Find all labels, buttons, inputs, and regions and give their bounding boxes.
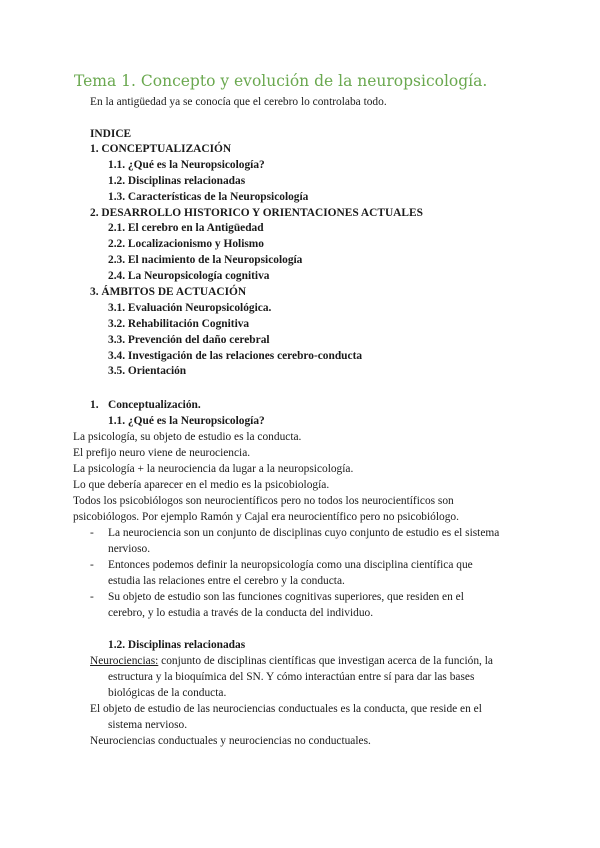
bullet-item xyxy=(90,590,499,622)
section-1-1-body xyxy=(73,430,459,525)
index-heading: INDICE xyxy=(90,128,132,140)
bullet-line: Entonces podemos definir la neuropsicología como una disciplina científica que xyxy=(108,558,473,571)
section-1-number: 1. xyxy=(90,399,99,411)
toc-item: 1.1. ¿Qué es la Neuropsicología? xyxy=(108,158,265,171)
document-title: Tema 1. Concepto y evolución de la neuropsicología. xyxy=(74,72,488,90)
toc-item: 2.4. La Neuropsicología cognitiva xyxy=(108,270,270,283)
body-line: La psicología + la neurociencia da lugar a la neuropsicología. xyxy=(73,462,354,475)
bullet-dash: - xyxy=(90,527,94,539)
body-line: psicobiólogos. Por ejemplo Ramón y Cajal era neurocientífico pero no psicobiólogo. xyxy=(73,510,459,523)
paragraph-line: El objeto de estudio de las neurociencias conductuales es la conducta, que reside en el xyxy=(90,703,482,715)
toc-item: 3.3. Prevención del daño cerebral xyxy=(108,333,270,346)
definition-text: conjunto de disciplinas científicas que investigan acerca de la función, la xyxy=(158,655,493,667)
neurociencias-definition xyxy=(90,654,493,702)
toc-item: 3.5. Orientación xyxy=(108,365,187,378)
definition-line xyxy=(90,654,493,670)
last-line: Neurociencias conductuales y neurociencias no conductuales. xyxy=(90,735,371,747)
toc-item: 3.2. Rehabilitación Cognitiva xyxy=(108,317,250,330)
table-of-contents xyxy=(90,142,423,380)
bullet-line: La neurociencia son un conjunto de disciplinas cuyo conjunto de estudio es el sistema xyxy=(108,527,500,539)
definition-line: estructura y la bioquímica del SN. Y cómo interactúan entre sí para dar las bases xyxy=(108,670,475,683)
section-1-1-heading: 1.1. ¿Qué es la Neuropsicología? xyxy=(108,415,265,427)
toc-item: 3. ÁMBITOS DE ACTUACIÓN xyxy=(90,286,247,299)
intro-text: En la antigüedad ya se conocía que el cerebro lo controlaba todo. xyxy=(90,96,387,108)
object-paragraph xyxy=(90,702,482,734)
bullet-line: cerebro, y lo estudia a través de la conducta del individuo. xyxy=(108,606,374,619)
bullet-line: Su objeto de estudio son las funciones cognitivas superiores, que residen en el xyxy=(108,590,464,603)
body-line: El prefijo neuro viene de neurociencia. xyxy=(73,446,251,459)
bullet-dash: - xyxy=(90,558,94,571)
toc-item: 2.3. El nacimiento de la Neuropsicología xyxy=(108,254,303,267)
neurociencias-term: Neurociencias: xyxy=(90,655,159,667)
bullet-item xyxy=(90,558,499,590)
toc-item: 1.3. Características de la Neuropsicología xyxy=(108,190,309,203)
toc-item: 3.4. Investigación de las relaciones cerebro-conducta xyxy=(108,349,363,362)
bullet-line: estudia las relaciones entre el cerebro y la conducta. xyxy=(108,574,345,587)
toc-item: 3.1. Evaluación Neuropsicológica. xyxy=(108,301,272,314)
body-line: Lo que debería aparecer en el medio es la psicobiología. xyxy=(73,478,330,491)
body-line: Todos los psicobiólogos son neurocientíficos pero no todos los neurocientíficos son xyxy=(73,494,454,507)
bullet-dash: - xyxy=(90,590,94,603)
definition-line: biológicas de la conducta. xyxy=(108,686,227,699)
toc-item: 1. CONCEPTUALIZACIÓN xyxy=(90,143,232,155)
bullet-line: nervioso. xyxy=(108,542,151,555)
body-line: La psicología, su objeto de estudio es la conducta. xyxy=(73,431,302,443)
section-1-heading: Conceptualización. xyxy=(108,399,201,411)
toc-item: 1.2. Disciplinas relacionadas xyxy=(108,174,246,187)
bullet-item xyxy=(90,526,499,558)
bullet-list xyxy=(90,526,499,621)
toc-item: 2.2. Localizacionismo y Holismo xyxy=(108,238,264,251)
paragraph-line: sistema nervioso. xyxy=(108,718,188,731)
toc-item: 2. DESARROLLO HISTORICO Y ORIENTACIONES ACTUALES xyxy=(90,206,423,219)
toc-item: 2.1. El cerebro en la Antigüedad xyxy=(108,222,264,235)
section-1-2-heading: 1.2. Disciplinas relacionadas xyxy=(108,639,246,651)
